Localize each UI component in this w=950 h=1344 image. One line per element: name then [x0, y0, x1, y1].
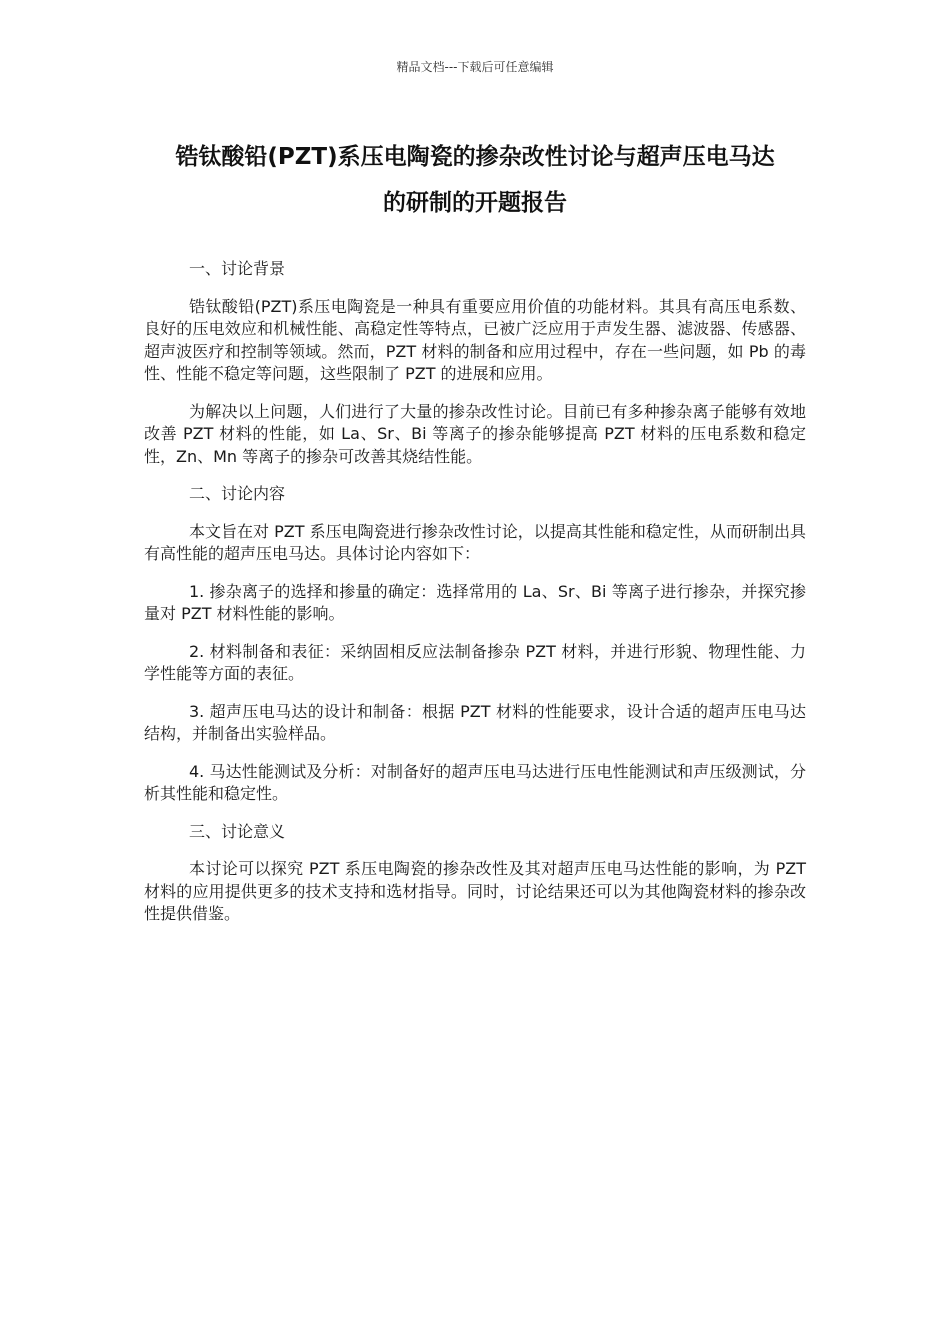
- list-item: 4. 马达性能测试及分析：对制备好的超声压电马达进行压电性能测试和声压级测试，分析其性能和稳定性。: [144, 761, 806, 803]
- list-item: 1. 掺杂离子的选择和掺量的确定：选择常用的 La、Sr、Bi 等离子进行掺杂，并探究掺量对 PZT 材料性能的影响。: [144, 581, 806, 623]
- title-line-1: 锆钛酸铅(PZT)系压电陶瓷的掺杂改性讨论与超声压电马达: [175, 144, 775, 170]
- list-item: 3. 超声压电马达的设计和制备：根据 PZT 材料的性能要求，设计合适的超声压电马达结构，并制备出实验样品。: [144, 701, 806, 743]
- title-line-2: 的研制的开题报告: [383, 190, 567, 216]
- document-title: [140, 134, 810, 226]
- section-heading-content: 二、讨论内容: [189, 484, 286, 503]
- section-heading-background: 一、讨论背景: [189, 259, 286, 278]
- paragraph: 本文旨在对 PZT 系压电陶瓷进行掺杂改性讨论，以提高其性能和稳定性，从而研制出具有高性能的超声压电马达。具体讨论内容如下：: [144, 521, 806, 563]
- list-item: 2. 材料制备和表征：采纳固相反应法制备掺杂 PZT 材料，并进行形貌、物理性能、力学性能等方面的表征。: [144, 641, 806, 683]
- paragraph: 锆钛酸铅(PZT)系压电陶瓷是一种具有重要应用价值的功能材料。其具有高压电系数、良好的压电效应和机械性能、高稳定性等特点，已被广泛应用于声发生器、滤波器、传感器、超声波医疗和控制等领域。然而，PZT 材料的制备和应用过程中，存在一些问题，如 Pb 的毒性、性能不稳定等问题，这些限制了 PZT 的进展和应用。: [144, 296, 806, 383]
- header-note: 精品文档---下载后可任意编辑: [396, 60, 554, 74]
- document-body: [144, 258, 806, 941]
- paragraph: 本讨论可以探究 PZT 系压电陶瓷的掺杂改性及其对超声压电马达性能的影响，为 PZT 材料的应用提供更多的技术支持和选材指导。同时，讨论结果还可以为其他陶瓷材料的掺杂改性提供借鉴。: [144, 859, 806, 923]
- paragraph: 为解决以上问题，人们进行了大量的掺杂改性讨论。目前已有多种掺杂离子能够有效地改善 PZT 材料的性能，如 La、Sr、Bi 等离子的掺杂能够提高 PZT 材料的压电系数和稳定性，Zn、Mn 等离子的掺杂可改善其烧结性能。: [144, 401, 806, 466]
- section-heading-significance: 三、讨论意义: [189, 821, 286, 841]
